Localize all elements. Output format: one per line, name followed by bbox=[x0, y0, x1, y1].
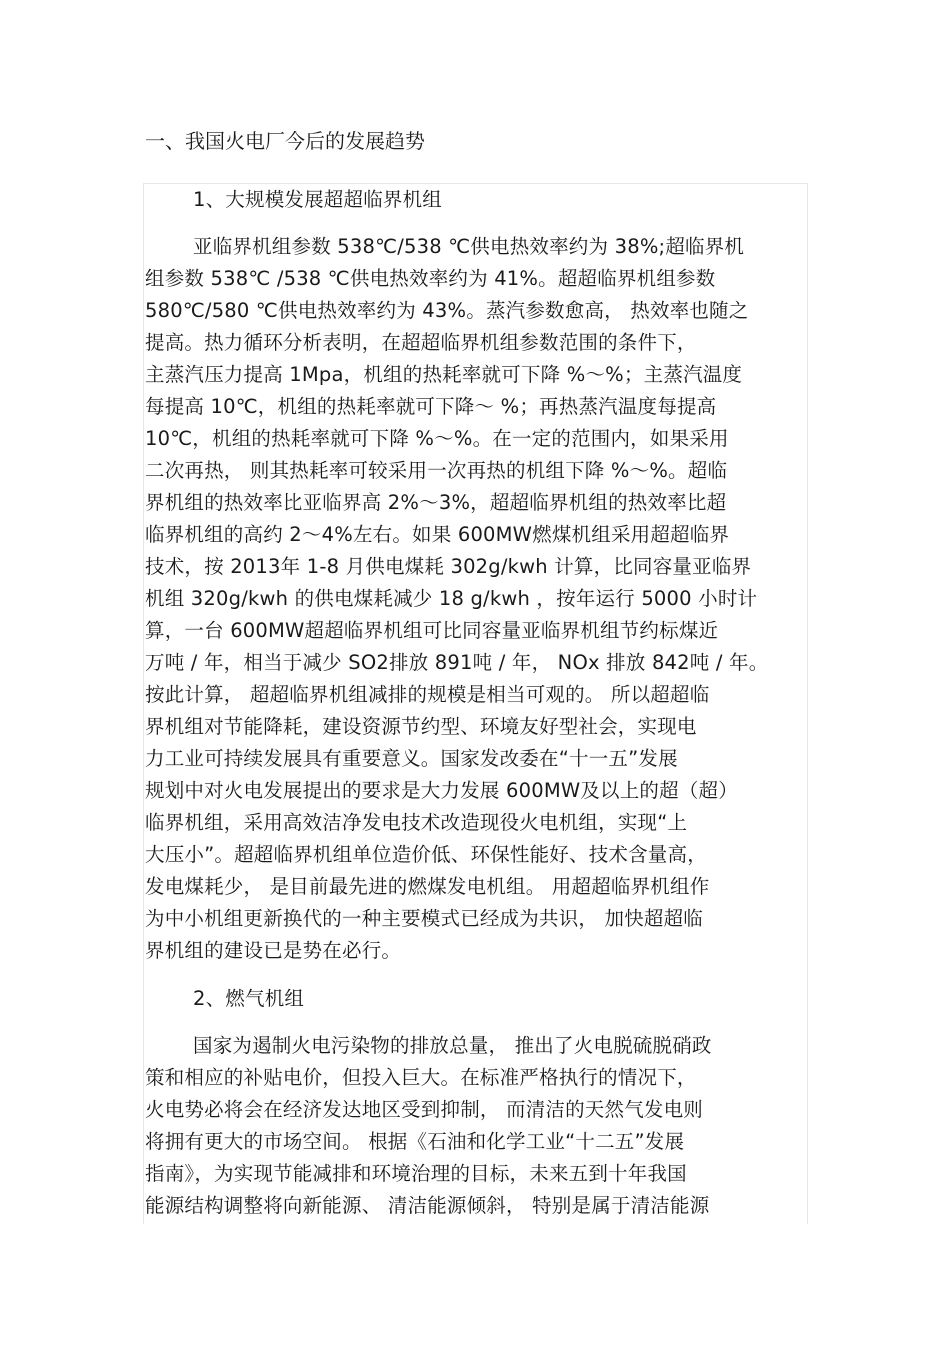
paragraph-line: 为中小机组更新换代的一种主要模式已经成为共识， 加快超超临 bbox=[145, 907, 703, 930]
paragraph-line: 算，一台 600MW超超临界机组可比同容量亚临界机组节约标煤近 bbox=[145, 619, 719, 642]
paragraph-line: 火电势必将会在经济发达地区受到抑制， 而清洁的天然气发电则 bbox=[145, 1098, 703, 1121]
paragraph-line: 主蒸汽压力提高 1Mpa，机组的热耗率就可下降 %～%；主蒸汽温度 bbox=[145, 363, 743, 386]
paragraph-line: 临界机组的高约 2～4%左右。如果 600MW燃煤机组采用超超临界 bbox=[145, 523, 730, 546]
paragraph-line: 大压小”。超超临界机组单位造价低、环保性能好、技术含量高， bbox=[145, 843, 707, 866]
paragraph-line: 每提高 10℃，机组的热耗率就可下降～ %；再热蒸汽温度每提高 bbox=[145, 395, 717, 418]
paragraph-line: 规划中对火电发展提出的要求是大力发展 600MW及以上的超（超） bbox=[145, 779, 738, 802]
paragraph-line: 界机组的热效率比亚临界高 2%～3%，超超临界机组的热效率比超 bbox=[145, 491, 727, 514]
paragraph-line: 10℃，机组的热耗率就可下降 %～%。在一定的范围内，如果采用 bbox=[145, 427, 729, 450]
section-2-heading: 2、燃气机组 bbox=[193, 987, 305, 1010]
paragraph-line: 界机组的建设已是势在必行。 bbox=[145, 939, 402, 962]
paragraph-line: 组参数 538℃ /538 ℃供电热效率约为 41%。超超临界机组参数 bbox=[145, 267, 716, 290]
paragraph-line: 指南》，为实现节能减排和环境治理的目标，未来五到十年我国 bbox=[145, 1162, 687, 1185]
paragraph-line: 发电煤耗少， 是目前最先进的燃煤发电机组。 用超超临界机组作 bbox=[145, 875, 710, 898]
paragraph-line: 界机组对节能降耗，建设资源节约型、环境友好型社会，实现电 bbox=[145, 715, 697, 738]
paragraph-line: 提高。热力循环分析表明，在超超临界机组参数范围的条件下， bbox=[145, 331, 697, 354]
paragraph-line: 将拥有更大的市场空间。 根据《石油和化学工业“十二五”发展 bbox=[145, 1130, 685, 1153]
paragraph-line: 临界机组，采用高效洁净发电技术改造现役火电机组，实现“上 bbox=[145, 811, 688, 834]
paragraph-line: 二次再热， 则其热耗率可较采用一次再热的机组下降 %～%。超临 bbox=[145, 459, 728, 482]
paragraph-line: 能源结构调整将向新能源、 清洁能源倾斜， 特别是属于清洁能源 bbox=[145, 1194, 710, 1217]
paragraph-line: 技术，按 2013年 1-8 月供电煤耗 302g/kwh 计算，比同容量亚临界 bbox=[145, 555, 752, 578]
paragraph-line: 万吨 / 年，相当于减少 SO2排放 891吨 / 年， NOx 排放 842吨 / 年。 bbox=[145, 651, 769, 674]
paragraph-line: 力工业可持续发展具有重要意义。国家发改委在“十一五”发展 bbox=[145, 747, 678, 770]
paragraph-line: 国家为遏制火电污染物的排放总量， 推出了火电脱硫脱硝政 bbox=[193, 1034, 712, 1057]
paragraph-line: 按此计算， 超超临界机组减排的规模是相当可观的。 所以超超临 bbox=[145, 683, 710, 706]
paragraph-line: 亚临界机组参数 538℃/538 ℃供电热效率约为 38%;超临界机 bbox=[193, 235, 745, 258]
paragraph-line: 机组 320g/kwh 的供电煤耗减少 18 g/kwh ，按年运行 5000 小时计 bbox=[145, 587, 758, 610]
page-title: 一、我国火电厂今后的发展趋势 bbox=[145, 129, 425, 153]
paragraph-line: 策和相应的补贴电价，但投入巨大。在标准严格执行的情况下， bbox=[145, 1066, 697, 1089]
section-1-heading: 1、大规模发展超超临界机组 bbox=[193, 188, 443, 211]
paragraph-line: 580℃/580 ℃供电热效率约为 43%。蒸汽参数愈高， 热效率也随之 bbox=[145, 299, 749, 322]
